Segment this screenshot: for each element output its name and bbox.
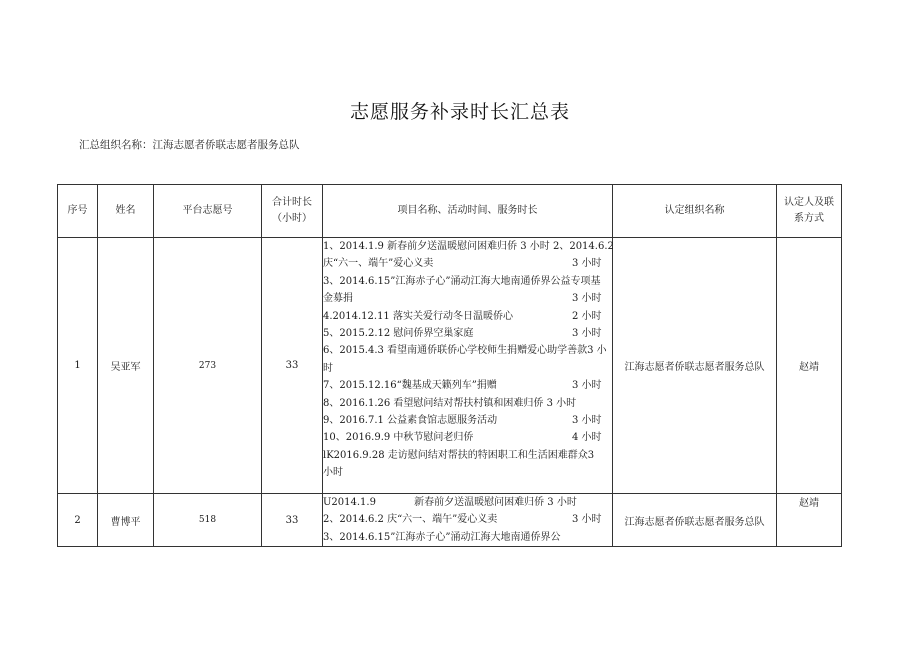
project-line-text: 3、2014.6.15”江海赤子心”涌动江海大地南通侨界公 [323, 531, 561, 543]
header-contact-line1: 认定人及联 [784, 197, 834, 208]
header-contact-line2: 系方式 [794, 213, 824, 224]
project-line-text: 8、2016.1.26 看望慰问结对帮扶村镇和困难归侨 3 小时 [323, 397, 577, 409]
cell-platform-id: 518 [154, 494, 262, 547]
header-total-line1: 合计时长 [272, 197, 312, 208]
page-title: 志愿服务补录时长汇总表 [349, 101, 570, 123]
project-line-text: 4.2014.12.11 落实关爱行动冬日温暖侨心 [323, 310, 513, 322]
project-line-text: lK2016.9.28 走访慰问结对帮扶的特困职工和生活困难群众3 [323, 449, 595, 461]
cell-name: 吴亚军 [98, 238, 154, 494]
cell-project-list [323, 238, 613, 494]
project-line-text: 时 [323, 362, 333, 374]
project-line-hours: 2 小时 [572, 310, 602, 322]
project-line [323, 494, 612, 511]
organization-name-line: 汇总组织名称：江海志愿者侨联志愿者服务总队 [79, 139, 300, 151]
header-name: 姓名 [98, 185, 154, 238]
header-seq: 序号 [58, 185, 98, 238]
project-line-text: 6、2015.4.3 看望南通侨联侨心学校师生捐赠爱心助学善款3 小 [323, 345, 607, 357]
project-line-hours: 3 小时 [572, 327, 602, 339]
project-line [323, 377, 612, 394]
project-line-text: 2、2014.6.2 庆“六一、端午”爱心义卖 [323, 514, 498, 526]
project-line [323, 238, 612, 255]
project-line [323, 360, 612, 377]
cell-total-hours: 33 [262, 494, 323, 547]
table-header-row [58, 185, 842, 238]
cell-name: 曹博平 [98, 494, 154, 547]
cell-platform-id: 273 [154, 238, 262, 494]
project-line-hours: 3 小时 [572, 380, 602, 392]
project-line-hours: 3 小时 [572, 293, 602, 305]
table-row [58, 238, 842, 494]
cell-project-list [323, 494, 613, 547]
project-line-text: 小时 [323, 467, 343, 479]
header-project: 项目名称、活动时间、服务时长 [323, 185, 613, 238]
table-row [58, 494, 842, 547]
summary-table [57, 184, 842, 547]
project-line [323, 511, 612, 528]
header-contact [777, 185, 842, 238]
header-total-line2: （小时） [272, 213, 312, 224]
header-platform-id: 平台志愿号 [154, 185, 262, 238]
project-line [323, 308, 612, 325]
cell-contact: 赵靖 [777, 238, 842, 494]
project-line-text: 庆“六一、端午”爱心义卖 [323, 258, 434, 270]
project-line-text: 3、2014.6.15”江海赤子心”涌动江海大地南通侨界公益专项基 [323, 275, 601, 287]
project-line-hours: 3 小时 [572, 414, 602, 426]
project-line-text: 9、2016.7.1 公益素食馆志愿服务活动 [323, 414, 498, 426]
cell-seq: 2 [58, 494, 98, 547]
project-line [323, 412, 612, 429]
project-line [323, 290, 612, 307]
project-line [323, 447, 612, 464]
project-line-text: 7、2015.12.16“魏基成天籁列车”捐赠 [323, 380, 497, 392]
project-line-text: 金募捐 [323, 293, 353, 305]
project-line-hours: 3 小时 [572, 514, 602, 526]
header-total-hours [262, 185, 323, 238]
cell-org: 江海志愿者侨联志愿者服务总队 [613, 238, 777, 494]
project-line [323, 464, 612, 481]
project-line-hours: 4 小时 [572, 432, 602, 444]
project-line-text: 1、2014.1.9 新春前夕送温暖慰问困难归侨 3 小时 2、2014.6.2 [323, 241, 614, 252]
cell-contact: 赵靖 [777, 494, 842, 547]
cell-total-hours: 33 [262, 238, 323, 494]
project-line-text: U2014.1.9 新春前夕送温暖慰问困难归侨 3 小时 [323, 497, 577, 508]
header-org: 认定组织名称 [613, 185, 777, 238]
project-line [323, 395, 612, 412]
project-line [323, 273, 612, 290]
project-line-hours: 3 小时 [572, 258, 602, 270]
cell-org: 江海志愿者侨联志愿者服务总队 [613, 494, 777, 547]
project-line-text: 10、2016.9.9 中秋节慰问老归侨 [323, 432, 474, 444]
project-line [323, 429, 612, 446]
project-line [323, 255, 612, 272]
project-line [323, 342, 612, 359]
cell-seq: 1 [58, 238, 98, 494]
project-line [323, 529, 612, 546]
project-line-text: 5、2015.2.12 慰问侨界空巢家庭 [323, 327, 474, 339]
project-line [323, 325, 612, 342]
